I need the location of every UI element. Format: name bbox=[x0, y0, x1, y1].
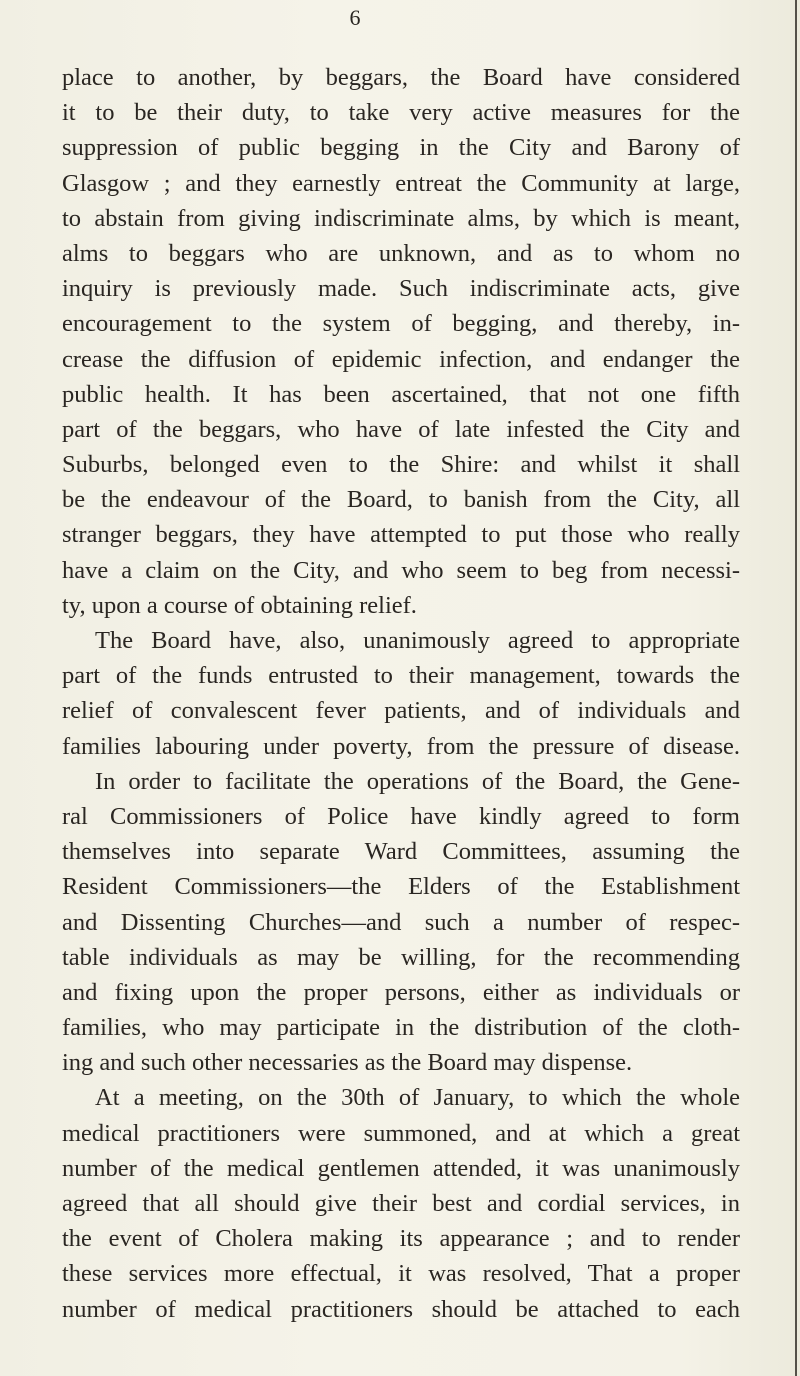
text-line: In order to facilitate the operations of the Board, the Gene- bbox=[95, 767, 740, 795]
text-line: number of medical practitioners should be attached to each bbox=[62, 1295, 740, 1323]
text-line: ty, upon a course of obtaining relief. bbox=[62, 591, 417, 619]
text-line: to abstain from giving indiscriminate alms, by which is meant, bbox=[62, 204, 740, 232]
text-line: number of the medical gentlemen attended, it was unanimously bbox=[62, 1154, 740, 1182]
text-line: it to be their duty, to take very active measures for the bbox=[62, 99, 740, 127]
page-number: 6 bbox=[349, 5, 361, 30]
text-line: public health. It has been ascertained, that not one fifth bbox=[62, 380, 740, 408]
text-line: these services more effectual, it was resolved, That a proper bbox=[62, 1260, 740, 1288]
text-line: table individuals as may be willing, for the recommending bbox=[62, 943, 740, 971]
text-line: stranger beggars, they have attempted to put those who really bbox=[62, 521, 740, 549]
text-line: have a claim on the City, and who seem to beg from necessi- bbox=[62, 556, 740, 584]
text-line: suppression of public begging in the City and Barony of bbox=[62, 134, 740, 162]
page-edge-line bbox=[795, 0, 797, 1376]
text-line: families labouring under poverty, from the pressure of disease. bbox=[62, 732, 740, 760]
text-line: place to another, by beggars, the Board have considered bbox=[62, 64, 740, 91]
text-line: At a meeting, on the 30th of January, to which the whole bbox=[95, 1084, 740, 1112]
body-text bbox=[62, 60, 740, 1327]
text-line: part of the beggars, who have of late infested the City and bbox=[62, 415, 740, 443]
text-line: Resident Commissioners—the Elders of the Establishment bbox=[62, 873, 740, 901]
text-line: inquiry is previously made. Such indiscriminate acts, give bbox=[62, 275, 740, 303]
text-line: families, who may participate in the distribution of the cloth- bbox=[62, 1014, 740, 1042]
text-line: encouragement to the system of begging, and thereby, in- bbox=[62, 310, 740, 338]
text-line: ral Commissioners of Police have kindly agreed to form bbox=[62, 802, 740, 830]
text-line: crease the diffusion of epidemic infection, and endanger the bbox=[62, 345, 740, 373]
text-line: The Board have, also, unanimously agreed to appropriate bbox=[95, 627, 740, 654]
text-line: agreed that all should give their best and cordial services, in bbox=[62, 1190, 740, 1217]
text-line: Glasgow ; and they earnestly entreat the Community at large, bbox=[62, 169, 740, 197]
text-line: themselves into separate Ward Committees, assuming the bbox=[62, 838, 740, 866]
text-line: and fixing upon the proper persons, either as individuals or bbox=[62, 978, 740, 1006]
text-line: and Dissenting Churches—and such a number of respec- bbox=[62, 908, 740, 936]
text-line: part of the funds entrusted to their management, towards the bbox=[62, 662, 740, 690]
text-line: relief of convalescent fever patients, and of individuals and bbox=[62, 697, 740, 725]
text-line: ing and such other necessaries as the Board may dispense. bbox=[62, 1049, 633, 1077]
text-line: alms to beggars who are unknown, and as to whom no bbox=[62, 239, 740, 267]
text-line: medical practitioners were summoned, and at which a great bbox=[62, 1119, 740, 1147]
text-line: be the endeavour of the Board, to banish from the City, all bbox=[62, 486, 740, 514]
text-line: Suburbs, belonged even to the Shire: and whilst it shall bbox=[62, 451, 740, 479]
text-line: the event of Cholera making its appearance ; and to render bbox=[62, 1225, 740, 1253]
